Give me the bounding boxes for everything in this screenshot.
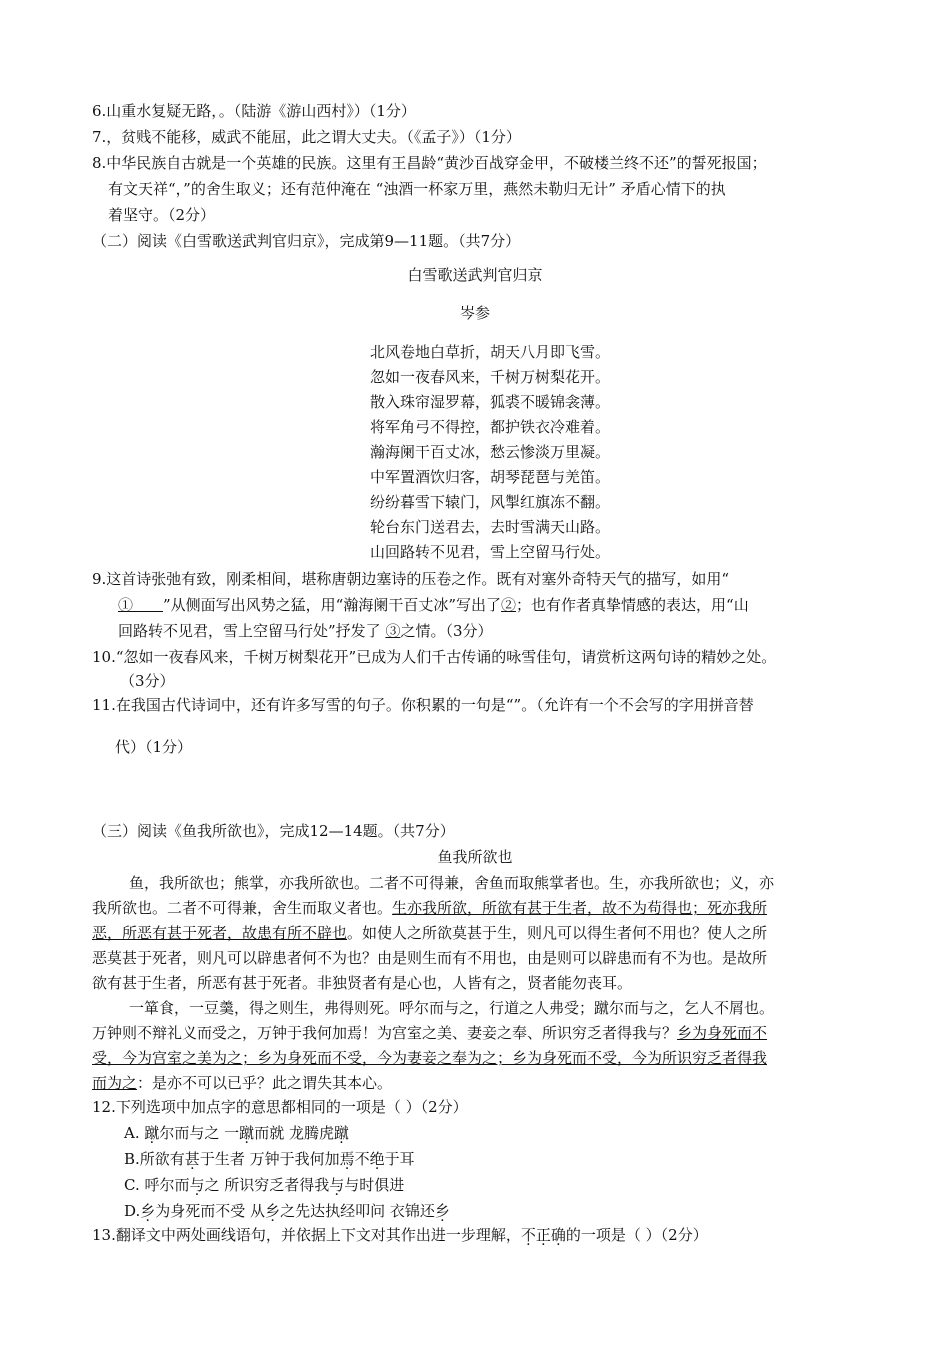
question-8-line-3: 着坚守。（2分） bbox=[108, 206, 216, 224]
essay-p2-line-3 bbox=[92, 1045, 767, 1071]
essay-p2-line-2: 万钟则不辩礼义而受之，万钟于我何加焉！为宫室之美、妻妾之奉、所识穷乏者得我与？乡为身死而不 bbox=[92, 1024, 768, 1042]
blank-3: ③ bbox=[385, 622, 401, 640]
poem-line: 瀚海阑干百丈冰，愁云惨淡万里凝。 bbox=[369, 443, 610, 461]
blank-1: ① bbox=[118, 596, 134, 614]
poem-line: 北风卷地白草折，胡天八月即飞雪。 bbox=[369, 343, 610, 361]
blank-2: ② bbox=[501, 596, 517, 614]
dotted-char: 乡 bbox=[265, 1202, 281, 1220]
poem-line: 纷纷暮雪下辕门，风掣红旗冻不翻。 bbox=[369, 493, 610, 511]
question-6: 6.山重水复疑无路，。（陆游《游山西村》）（1分） bbox=[92, 102, 416, 120]
essay-title: 鱼我所欲也 bbox=[437, 848, 513, 866]
poem-line: 将军角弓不得控，都护铁衣冷难着。 bbox=[369, 418, 610, 436]
question-8-line-1: 8.中华民族自古就是一个英雄的民族。这里有王昌龄“黄沙百战穿金甲，不破楼兰终不还”的誓死报国； bbox=[92, 154, 767, 172]
essay-p2-line-4: 而为之：是亦不可以已乎？此之谓失其本心。 bbox=[92, 1074, 393, 1092]
question-11-line-1: 11.在我国古代诗词中，还有许多写雪的句子。你积累的一句是“”。（允许有一个不会写的字用拼音替 bbox=[92, 696, 754, 714]
underlined-sentence-2: 乡为身死而不 bbox=[677, 1024, 768, 1042]
underlined-sentence-1: 生亦我所欲，所欲有甚于生者，故不为苟得也；死亦我所 bbox=[392, 899, 768, 917]
question-8-line-2: 有文天祥“，”的舍生取义；还有范仲淹在 “浊酒一杯家万里，燕然未勒归无计” 矛盾心情下的执 bbox=[108, 180, 726, 198]
dotted-char: 乡 bbox=[434, 1202, 450, 1220]
question-12-option-c[interactable]: C. 呼尔而与之 所识穷乏者得我与与时俱进 bbox=[124, 1176, 405, 1194]
poem-line: 轮台东门送君去，去时雪满天山路。 bbox=[369, 518, 610, 536]
dotted-char: 确 bbox=[550, 1226, 566, 1244]
dotted-char: 蹴 bbox=[333, 1124, 349, 1142]
essay-p1-line-1: 鱼，我所欲也；熊掌，亦我所欲也。二者不可得兼，舍鱼而取熊掌者也。生，亦我所欲也；义，亦 bbox=[129, 874, 775, 892]
dotted-char: 蹴 bbox=[239, 1124, 255, 1142]
essay-p1-line-4: 恶莫甚于死者，则凡可以辟患者何不为也？由是则生而有不用也，由是则可以辟患而有不为也。是故所 bbox=[92, 949, 768, 967]
dotted-char: 与 bbox=[329, 1176, 345, 1194]
essay-p1-line-5: 欲有甚于生者，所恶有甚于死者。非独贤者有是心也，人皆有之，贤者能勿丧耳。 bbox=[92, 974, 633, 992]
dotted-char: 甚 bbox=[184, 1150, 200, 1168]
poem-title: 白雪歌送武判官归京 bbox=[407, 266, 543, 284]
question-7: 7.，贫贱不能移，威武不能屈，此之谓大丈夫。（《孟子》）（1分） bbox=[92, 128, 521, 146]
underlined-sentence-2-end: 而为之 bbox=[92, 1074, 138, 1092]
dotted-char: 乡 bbox=[140, 1202, 156, 1220]
essay-p1-line-2: 我所欲也。二者不可得兼，舍生而取义者也。生亦我所欲，所欲有甚于生者，故不为苟得也；死亦我所 bbox=[92, 899, 768, 917]
question-10-line-1: 10.“忽如一夜春风来，千树万树梨花开”已成为人们千古传诵的咏雪佳句，请赏析这两句诗的精妙之处。 bbox=[92, 648, 777, 666]
dotted-char: 与 bbox=[189, 1176, 205, 1194]
question-12-option-a[interactable]: A. 蹴尔而与之 一蹴而就 龙腾虎蹴 bbox=[124, 1124, 349, 1142]
question-9-line-1: 9.这首诗张弛有致，刚柔相间，堪称唐朝边塞诗的压卷之作。既有对塞外奇特天气的描写，如用“ bbox=[92, 570, 729, 588]
question-12-stem: 12.下列选项中加点字的意思都相同的一项是（ ）（2分） bbox=[92, 1098, 468, 1116]
underlined-sentence-1-cont: 恶，所恶有甚于死者，故患有所不辟也 bbox=[92, 924, 348, 942]
question-9-line-2: ① ”从侧面写出风势之猛，用“瀚海阑干百丈冰”写出了②；也有作者真挚情感的表达，用“山 bbox=[118, 596, 749, 614]
dotted-char: 蹴 bbox=[144, 1124, 160, 1142]
poem-line: 散入珠帘湿罗幕，狐裘不暖锦衾薄。 bbox=[369, 393, 610, 411]
essay-p2-line-1: 一箪食，一豆羹，得之则生，弗得则死。呼尔而与之，行道之人弗受；蹴尔而与之，乞人不屑也。 bbox=[129, 999, 775, 1017]
section-3-heading: （三）阅读《鱼我所欲也》，完成12—14题。（共7分） bbox=[92, 822, 455, 840]
question-12-option-d[interactable]: D.乡为身死而不受 从乡之先达执经叩问 衣锦还乡 bbox=[124, 1202, 450, 1220]
poem-line: 忽如一夜春风来，千树万树梨花开。 bbox=[369, 368, 610, 386]
question-10-line-2: （3分） bbox=[120, 672, 175, 690]
question-9-line-3: 回路转不见君，雪上空留马行处”抒发了 ③之情。（3分） bbox=[118, 622, 493, 640]
poem-line: 中军置酒饮归客，胡琴琵琶与羌笛。 bbox=[369, 468, 610, 486]
question-11-line-2: 代）（1分） bbox=[115, 738, 193, 756]
dotted-char: 不 bbox=[520, 1226, 536, 1244]
dotted-char: 绝 bbox=[369, 1150, 385, 1168]
section-2-heading: （二）阅读《白雪歌送武判官归京》，完成第9—11题。（共7分） bbox=[92, 232, 521, 250]
underlined-sentence-2-cont: 受，今为宫室之美为之；乡为身死而不受，今为妻妾之奉为之；乡为身死而不受，今为所识穷乏者得我 bbox=[92, 1049, 768, 1067]
dotted-char: 正 bbox=[535, 1226, 551, 1244]
poem-line: 山回路转不见君，雪上空留马行处。 bbox=[369, 543, 610, 561]
essay-p1-line-3: 恶，所恶有甚于死者，故患有所不辟也。如使人之所欲莫甚于生，则凡可以得生者何不用也？使人之所 bbox=[92, 924, 768, 942]
dotted-char: 焉 bbox=[339, 1150, 355, 1168]
poem-author: 岑参 bbox=[459, 304, 490, 322]
question-13-stem: 13.翻译文中两处画线语句，并依据上下文对其作出进一步理解，不正确的一项是（ ）（2分） bbox=[92, 1226, 708, 1244]
question-12-option-b[interactable]: B.所欲有甚于生者 万钟于我何加焉不绝于耳 bbox=[124, 1150, 415, 1168]
